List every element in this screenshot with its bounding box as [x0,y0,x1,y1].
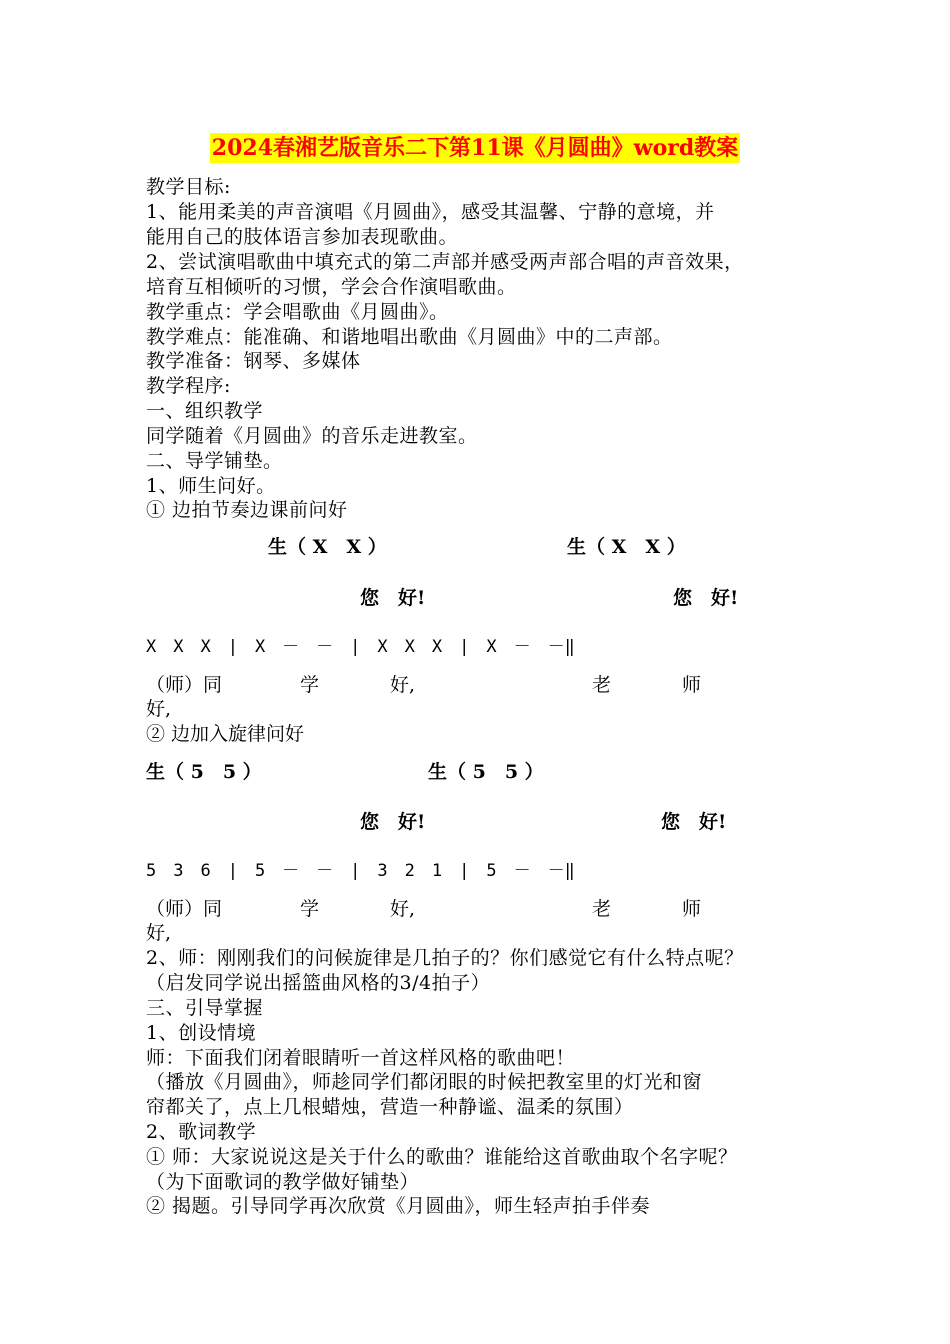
greeting-1: 您 好! [360,587,426,609]
text-line: 教学程序: [146,375,231,397]
text-line: 1、能用柔美的声音演唱《月圆曲》，感受其温馨、宁静的意境，并 [146,201,715,223]
text-line: ② 揭题。引导同学再次欣赏《月圆曲》，师生轻声拍手伴奏 [146,1195,651,1217]
text-line: ① 师：大家说说这是关于什么的歌曲？谁能给这首歌曲取个名字呢？ [146,1146,738,1168]
title-wrap [0,133,950,163]
teacher-line-5: 师 [682,674,702,696]
greeting-2: 您 好! [661,811,727,833]
text-line: （播放《月圆曲》，师趁同学们都闭眼的时候把教室里的灯光和窗 [146,1071,703,1093]
student-part-2: 生（ 5 5 ） [428,761,544,783]
document-title: 2024春湘艺版音乐二下第11课《月圆曲》word教案 [211,135,739,161]
text-line: 1、师生问好。 [146,475,276,497]
teacher-line-1: （师）同 [146,674,223,696]
text-line: 能用自己的肢体语言参加表现歌曲。 [146,226,459,248]
text-line: 培育互相倾听的习惯，学会合作演唱歌曲。 [146,276,517,298]
teacher-line-3: 好, [390,898,416,920]
teacher-line-2: 学 [300,674,320,696]
text-line: 2、师：刚刚我们的问候旋律是几拍子的？你们感觉它有什么特点呢？ [146,947,744,969]
student-part-1: 生（ X X ） [268,536,387,558]
text-line: （启发同学说出摇篮曲风格的3/4拍子） [146,972,491,994]
text-line: 教学难点：能准确、和谐地唱出歌曲《月圆曲》中的二声部。 [146,326,673,348]
text-line: 2、尝试演唱歌曲中填充式的第二声部并感受两声部合唱的声音效果， [146,251,744,273]
teacher-line-end: 好, [146,698,172,720]
melody-intro: ② 边加入旋律问好 [146,723,305,745]
student-part-1: 生（ 5 5 ） [146,761,262,783]
text-line: （为下面歌词的教学做好铺垫） [146,1171,420,1193]
teacher-line-4: 老 [592,898,612,920]
text-line: 教学准备：钢琴、多媒体 [146,350,361,372]
melody-notation: 5 3 6 | 5 － － | 3 2 1 | 5 － －‖ [146,861,575,881]
text-line: 教学重点：学会唱歌曲《月圆曲》。 [146,301,449,323]
text-line: 二、导学铺垫。 [146,450,283,472]
text-line: 1、创设情境 [146,1022,257,1044]
text-line: 三、引导掌握 [146,997,264,1019]
teacher-line-end: 好, [146,922,172,944]
teacher-line-4: 老 [592,674,612,696]
text-line: 2、歌词教学 [146,1121,257,1143]
rhythm-notation: X X X | X － － | X X X | X － －‖ [146,637,575,657]
greeting-1: 您 好! [360,811,426,833]
text-line: ① 边拍节奏边课前问好 [146,499,348,521]
teacher-line-3: 好, [390,674,416,696]
teacher-line-1: （师）同 [146,898,223,920]
text-line: 一、组织教学 [146,400,264,422]
teacher-line-2: 学 [300,898,320,920]
text-line: 帘都关了，点上几根蜡烛，营造一种静谧、温柔的氛围） [146,1096,634,1118]
teacher-line-5: 师 [682,898,702,920]
student-part-2: 生（ X X ） [567,536,686,558]
text-line: 师：下面我们闭着眼睛听一首这样风格的歌曲吧！ [146,1047,576,1069]
greeting-2: 您 好! [673,587,739,609]
text-line: 同学随着《月圆曲》的音乐走进教室。 [146,425,478,447]
text-line: 教学目标: [146,176,231,198]
